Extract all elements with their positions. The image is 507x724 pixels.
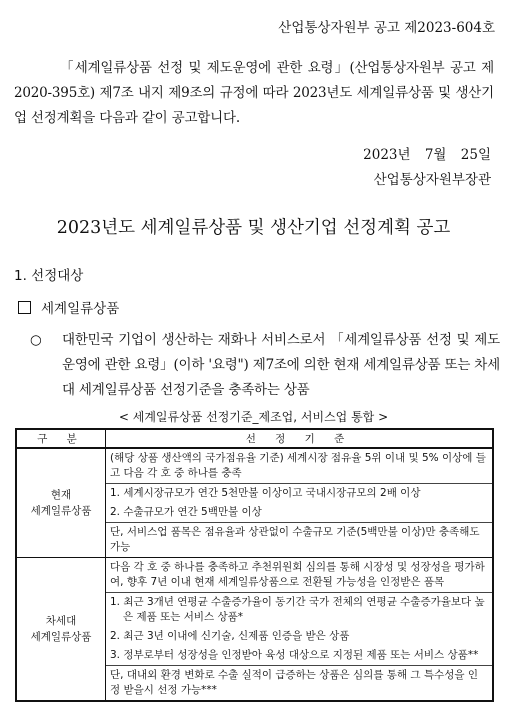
- header-category: 구 분: [16, 429, 106, 448]
- notice-number: 산업통상자원부 공고 제2023-604호: [278, 20, 495, 36]
- category-line: 현재: [50, 489, 72, 501]
- criteria-intro: (해당 상품 생산액의 국가점유율 기준) 세계시장 점유율 5위 이내 및 5% 이상에 들고 다음 각 호 중 하나를 충족: [110, 452, 486, 479]
- notice-date: 2023년 7월 25일: [363, 147, 491, 163]
- table-caption: < 세계일류상품 선정기준_제조업, 서비스업 통합 >: [118, 410, 389, 424]
- criteria-note: 단, 서비스업 품목은 점유율과 상관없이 수출규모 기준(5백만불 이상)만 충족해도 가능: [106, 522, 492, 557]
- bullet-text: 대한민국 기업이 생산하는 재화나 서비스로서 「세계일류상품 선정 및 제도운영에 관한 요령」(이하 '요령") 제7조에 의한 현재 세계일류상품 또는 차세대 세계일류상품 선정기준을 충족하는 상품: [62, 332, 500, 398]
- criteria-table: [15, 428, 494, 702]
- document-title: 2023년도 세계일류상품 및 생산기업 선정계획 공고: [56, 218, 451, 238]
- criteria-cell: [106, 448, 494, 558]
- section-heading: 1. 선정대상: [14, 268, 84, 284]
- table-header-row: [16, 429, 493, 448]
- category-cell: [16, 448, 106, 558]
- criteria-note: 단, 대내외 환경 변화로 수출 실적이 급증하는 상품은 심의를 통해 그 특수성을 인정 받을시 선정 가능***: [106, 665, 492, 700]
- criteria-item: 1. 최근 3개년 연평균 수출증가율이 동기간 국가 전체의 연평균 수출증가율보다 높은 제품 또는 서비스 상품*: [106, 592, 492, 627]
- criteria-item: 2. 수출규모가 연간 5백만불 이상: [110, 506, 262, 518]
- table-row: [16, 558, 493, 702]
- circle-bullet-icon: ○: [30, 332, 42, 348]
- criteria-cell: [106, 558, 494, 702]
- criteria-item: 1. 세계시장규모가 연간 5천만불 이상이고 국내시장규모의 2배 이상: [106, 483, 492, 503]
- category-line: 세계일류상품: [30, 631, 92, 643]
- criteria-item: 2. 최근 3년 이내에 신기술, 신제품 인증을 받은 상품: [110, 630, 350, 642]
- subsection-label: 세계일류상품: [41, 301, 120, 317]
- table-row: [16, 448, 493, 558]
- category-cell: [16, 558, 106, 702]
- category-line: 차세대: [45, 615, 77, 627]
- header-criteria: 선 정 기 준: [106, 429, 494, 448]
- criteria-item: 3. 정부로부터 성장성을 인정받아 육성 대상으로 지정된 제품 또는 서비스 상품**: [110, 649, 479, 661]
- subsection-heading: [18, 297, 119, 317]
- intro-paragraph: 「세계일류상품 선정 및 제도운영에 관한 요령」(산업통상자원부 공고 제2020-395호) 제7조 내지 제9조의 규정에 따라 2023년도 세계일류상품 및 생산기업 선정계획을 다음과 같이 공고합니다.: [14, 60, 494, 126]
- issuing-agency: 산업통상자원부장관: [373, 172, 491, 188]
- square-bullet-icon: [18, 301, 31, 314]
- category-line: 세계일류상품: [30, 505, 92, 517]
- bullet-paragraph: [30, 328, 500, 403]
- criteria-intro: 다음 각 호 중 하나를 충족하고 추천위원회 심의를 통해 시장성 및 성장성을 평가하여, 향후 7년 이내 현재 세계일류상품으로 전환될 가능성을 인정받은 품목: [110, 561, 485, 588]
